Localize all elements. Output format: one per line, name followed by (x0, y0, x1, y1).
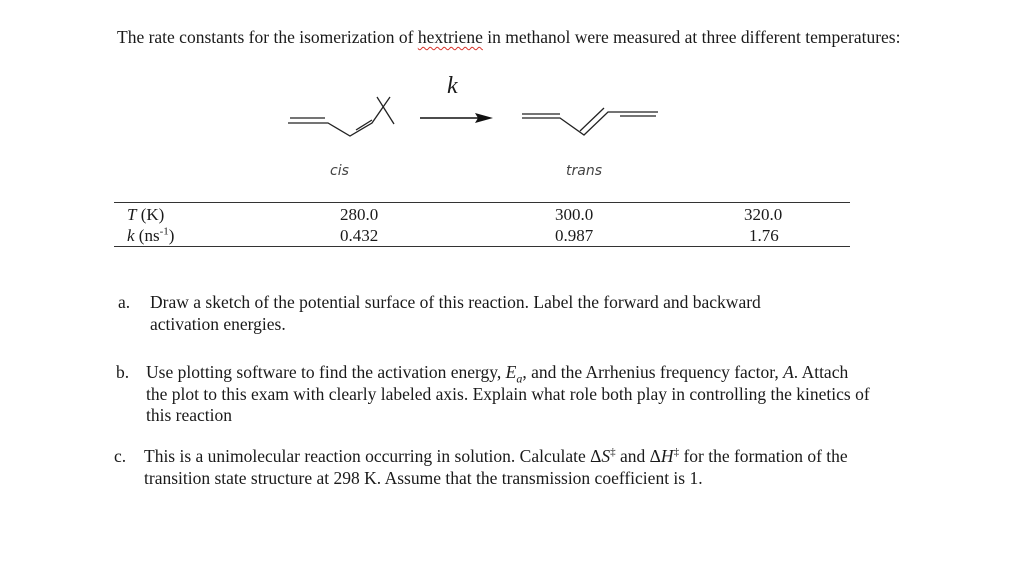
rate-cell: 0.987 (555, 226, 594, 245)
table-bottom-rule (114, 246, 850, 247)
reaction-scheme (280, 80, 680, 140)
question-c-label: c. (114, 446, 127, 466)
rate-cell: 1.76 (749, 226, 779, 245)
temperature-row-header: T (K) (127, 205, 165, 224)
cis-molecule-structure (288, 97, 394, 136)
rate-constant-symbol: k (447, 73, 458, 99)
intro-text-before: The rate constants for the isomerization of (117, 27, 418, 47)
intro-text-after: in methanol were measured at three different temperatures: (482, 27, 901, 47)
trans-molecule-structure (522, 108, 658, 135)
trans-label: trans (566, 163, 602, 179)
table-top-rule (114, 202, 850, 203)
temperature-cell: 320.0 (744, 205, 783, 224)
temperature-cell: 280.0 (340, 205, 379, 224)
intro-paragraph (117, 26, 917, 48)
question-b-label: b. (116, 362, 130, 382)
rate-row-header: k $(ns^{-1})$ (127, 225, 175, 245)
rate-cell: 0.432 (340, 226, 379, 245)
question-a-label: a. (118, 292, 131, 312)
misspelled-word[interactable]: hextriene (417, 27, 483, 47)
question-c-text: This is a unimolecular reaction occurring in solution. Calculate ΔS‡ and ΔH‡ for the formation of the transition state structure at 298 K. Assume that the transmission coefficient is 1. (144, 446, 848, 488)
cis-label: cis (330, 163, 349, 179)
reaction-arrow (420, 113, 493, 123)
question-b-text: Use plotting software to find the activation energy, $E_a$, and the Arrhenius frequency factor, A. Attach the plot to this exam with clearly labeled axis. Explain what role both play in controlling the kinetics of this reaction (146, 362, 870, 425)
temperature-cell: 300.0 (555, 205, 594, 224)
question-a-text: Draw a sketch of the potential surface of this reaction. Label the forward and backward activation energies. (150, 292, 761, 334)
